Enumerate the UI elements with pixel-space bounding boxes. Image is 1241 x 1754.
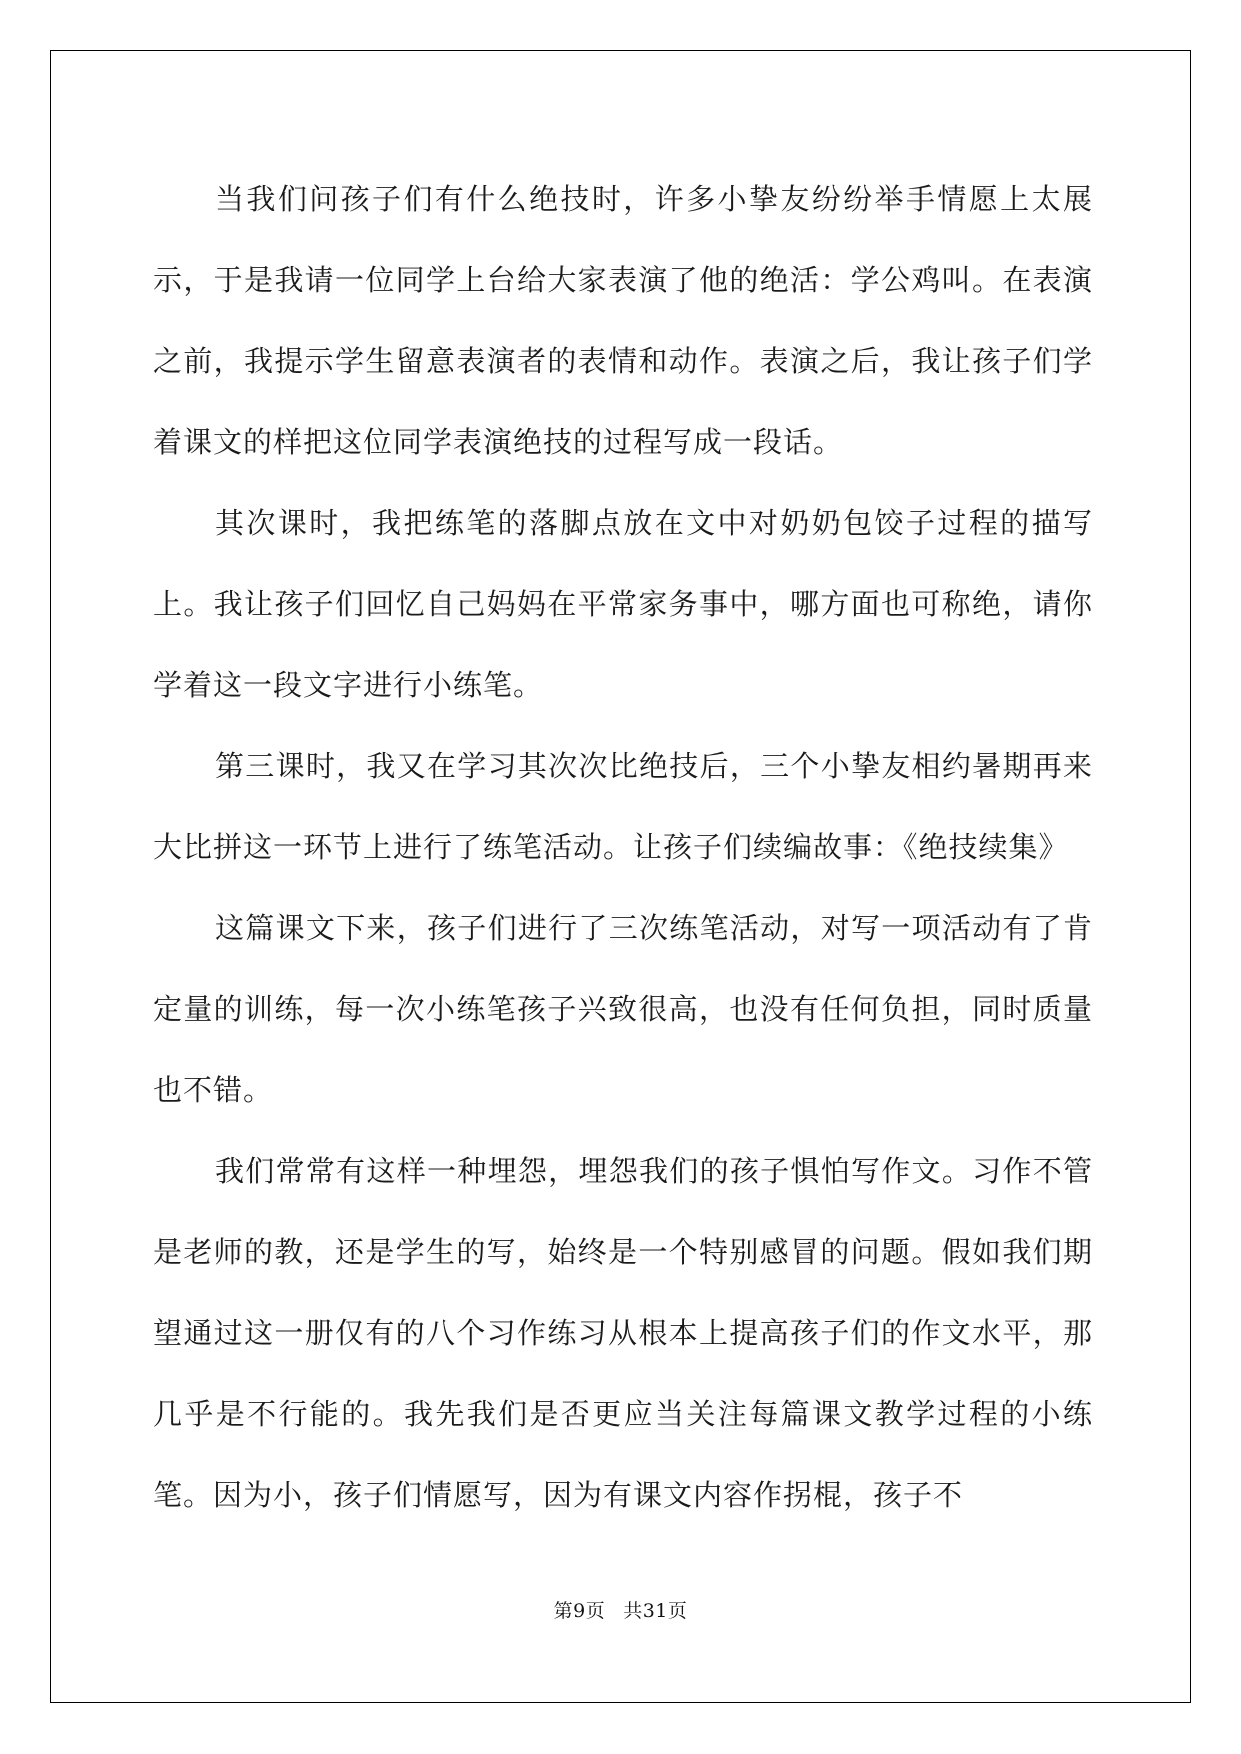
page-footer [0, 1596, 1241, 1623]
paragraph-3: 第三课时，我又在学习其次次比绝技后，三个小挚友相约暑期再来大比拼这一环节上进行了练笔活动。让孩子们续编故事：《绝技续集》 [153, 749, 1093, 864]
paragraph-2: 其次课时，我把练笔的落脚点放在文中对奶奶包饺子过程的描写上。我让孩子们回忆自己妈妈在平常家务事中，哪方面也可称绝，请你学着这一段文字进行小练笔。 [153, 506, 1093, 702]
paragraph-4: 这篇课文下来，孩子们进行了三次练笔活动，对写一项活动有了肯定量的训练，每一次小练笔孩子兴致很高，也没有任何负担，同时质量也不错。 [153, 911, 1093, 1107]
paragraph-5: 我们常常有这样一种埋怨，埋怨我们的孩子惧怕写作文。习作不管是老师的教，还是学生的写，始终是一个特别感冒的问题。假如我们期望通过这一册仅有的八个习作练习从根本上提高孩子们的作文水平，那几乎是不行能的。我先我们是否更应当关注每篇课文教学过程的小练笔。因为小，孩子们情愿写，因为有课文内容作拐棍，孩子不 [153, 1154, 1093, 1512]
page-total: 共31页 [623, 1600, 688, 1622]
document-body [153, 159, 1093, 1536]
paragraph-1: 当我们问孩子们有什么绝技时，许多小挚友纷纷举手情愿上太展示，于是我请一位同学上台给大家表演了他的绝活：学公鸡叫。在表演之前，我提示学生留意表演者的表情和动作。表演之后，我让孩子们学着课文的样把这位同学表演绝技的过程写成一段话。 [153, 182, 1093, 459]
page-number: 第9页 [553, 1600, 606, 1622]
